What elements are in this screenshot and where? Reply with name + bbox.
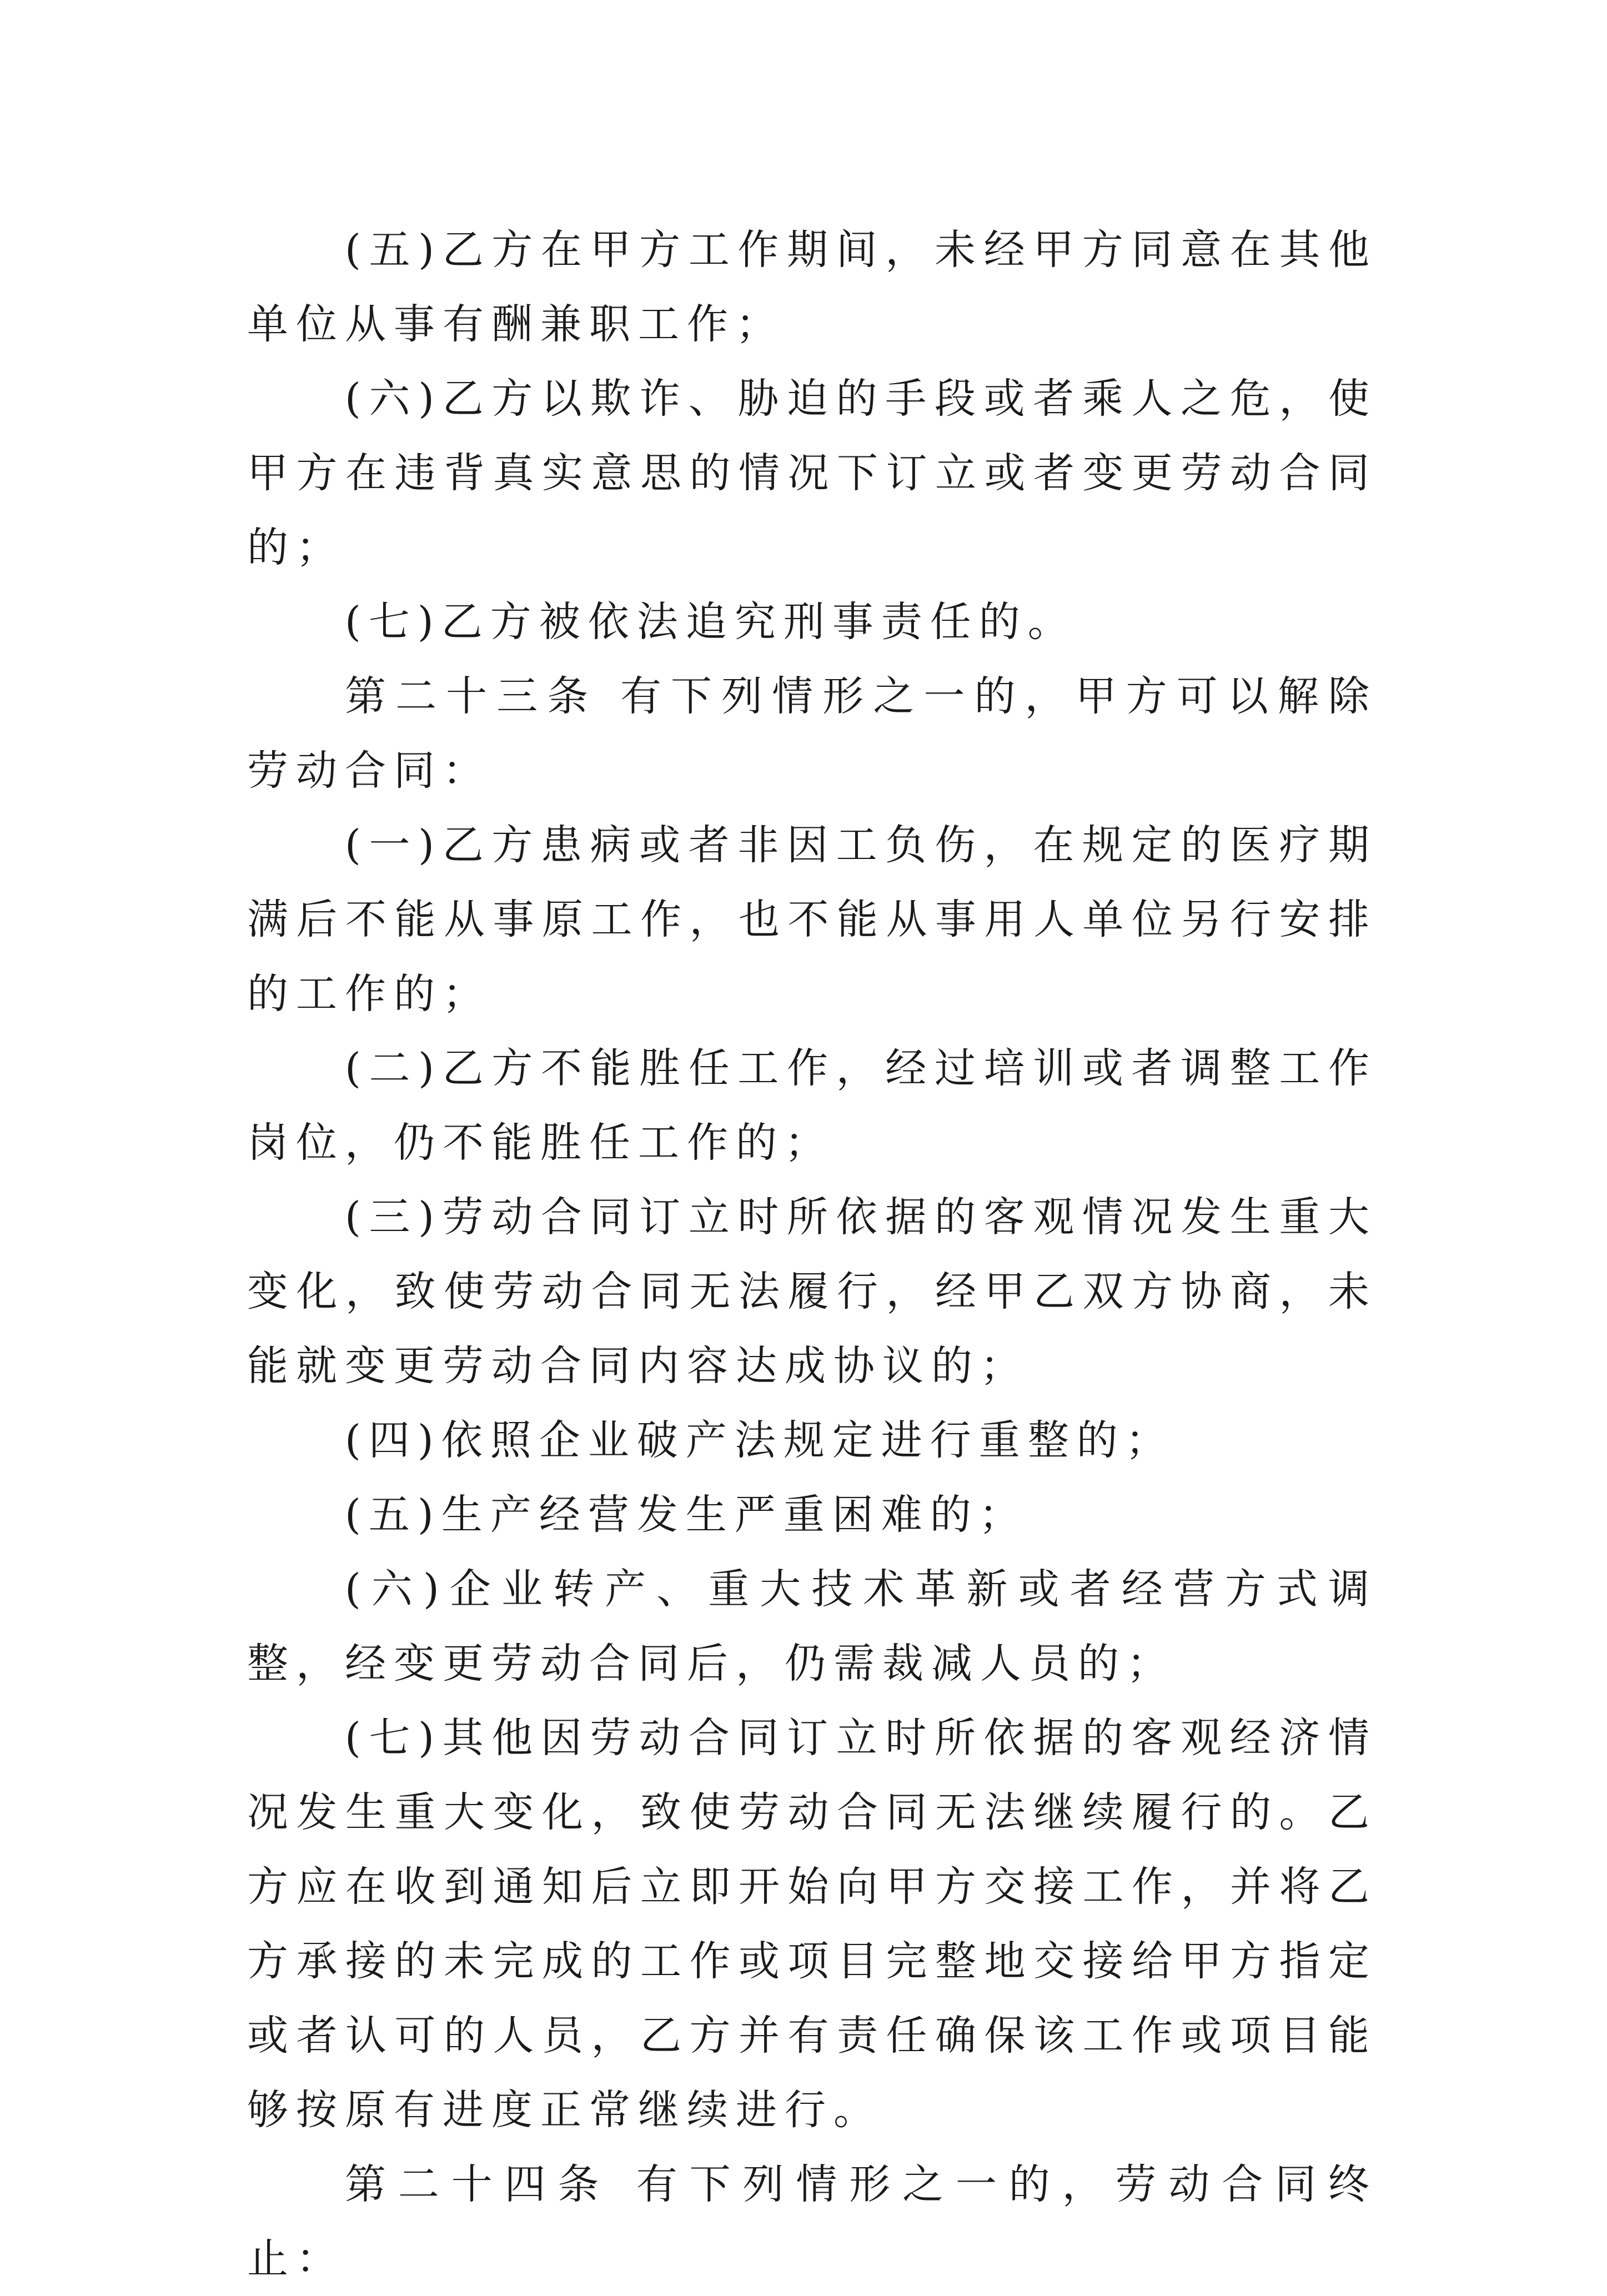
article-23-heading: 第二十三条 有下列情形之一的，甲方可以解除劳动合同：: [247, 672, 1377, 795]
paragraph-item-2-incompetence: (二)乙方不能胜任工作，经过培训或者调整工作岗位，仍不能胜任工作的；: [247, 1044, 1377, 1167]
paragraph-item-1-illness: (一)乙方患病或者非因工负伤，在规定的医疗期满后不能从事原工作，也不能从事用人单位另行安排的工作的；: [247, 821, 1377, 1018]
paragraph-item-4-bankruptcy: (四)依照企业破产法规定进行重整的；: [345, 1416, 1174, 1464]
paragraph-item-3-circumstance-change: (三)劳动合同订立时所依据的客观情况发生重大变化，致使劳动合同无法履行，经甲乙双方协商，未能就变更劳动合同内容达成协议的；: [247, 1193, 1377, 1390]
paragraph-item-6-fraud: (六)乙方以欺诈、胁迫的手段或者乘人之危，使甲方在违背真实意思的情况下订立或者变更劳动合同的；: [247, 375, 1377, 571]
paragraph-item-7-criminal: (七)乙方被依法追究刑事责任的。: [345, 598, 1077, 646]
document-body: [247, 213, 1377, 2296]
article-24-heading: 第二十四条 有下列情形之一的，劳动合同终止：: [247, 2161, 1377, 2283]
paragraph-item-7-other-change: (七)其他因劳动合同订立时所依据的客观经济情况发生重大变化，致使劳动合同无法继续履行的。乙方应在收到通知后立即开始向甲方交接工作，并将乙方承接的未完成的工作或项目完整地交接给甲方指定或者认可的人员，乙方并有责任确保该工作或项目能够按原有进度正常继续进行。: [247, 1714, 1377, 2134]
paragraph-item-5-moonlighting: (五)乙方在甲方工作期间，未经甲方同意在其他单位从事有酬兼职工作；: [247, 226, 1377, 348]
paragraph-item-5-difficulty: (五)生产经营发生严重困难的；: [345, 1491, 1028, 1539]
paragraph-item-6-restructuring: (六)企业转产、重大技术革新或者经营方式调整，经变更劳动合同后，仍需裁减人员的；: [247, 1565, 1377, 1687]
